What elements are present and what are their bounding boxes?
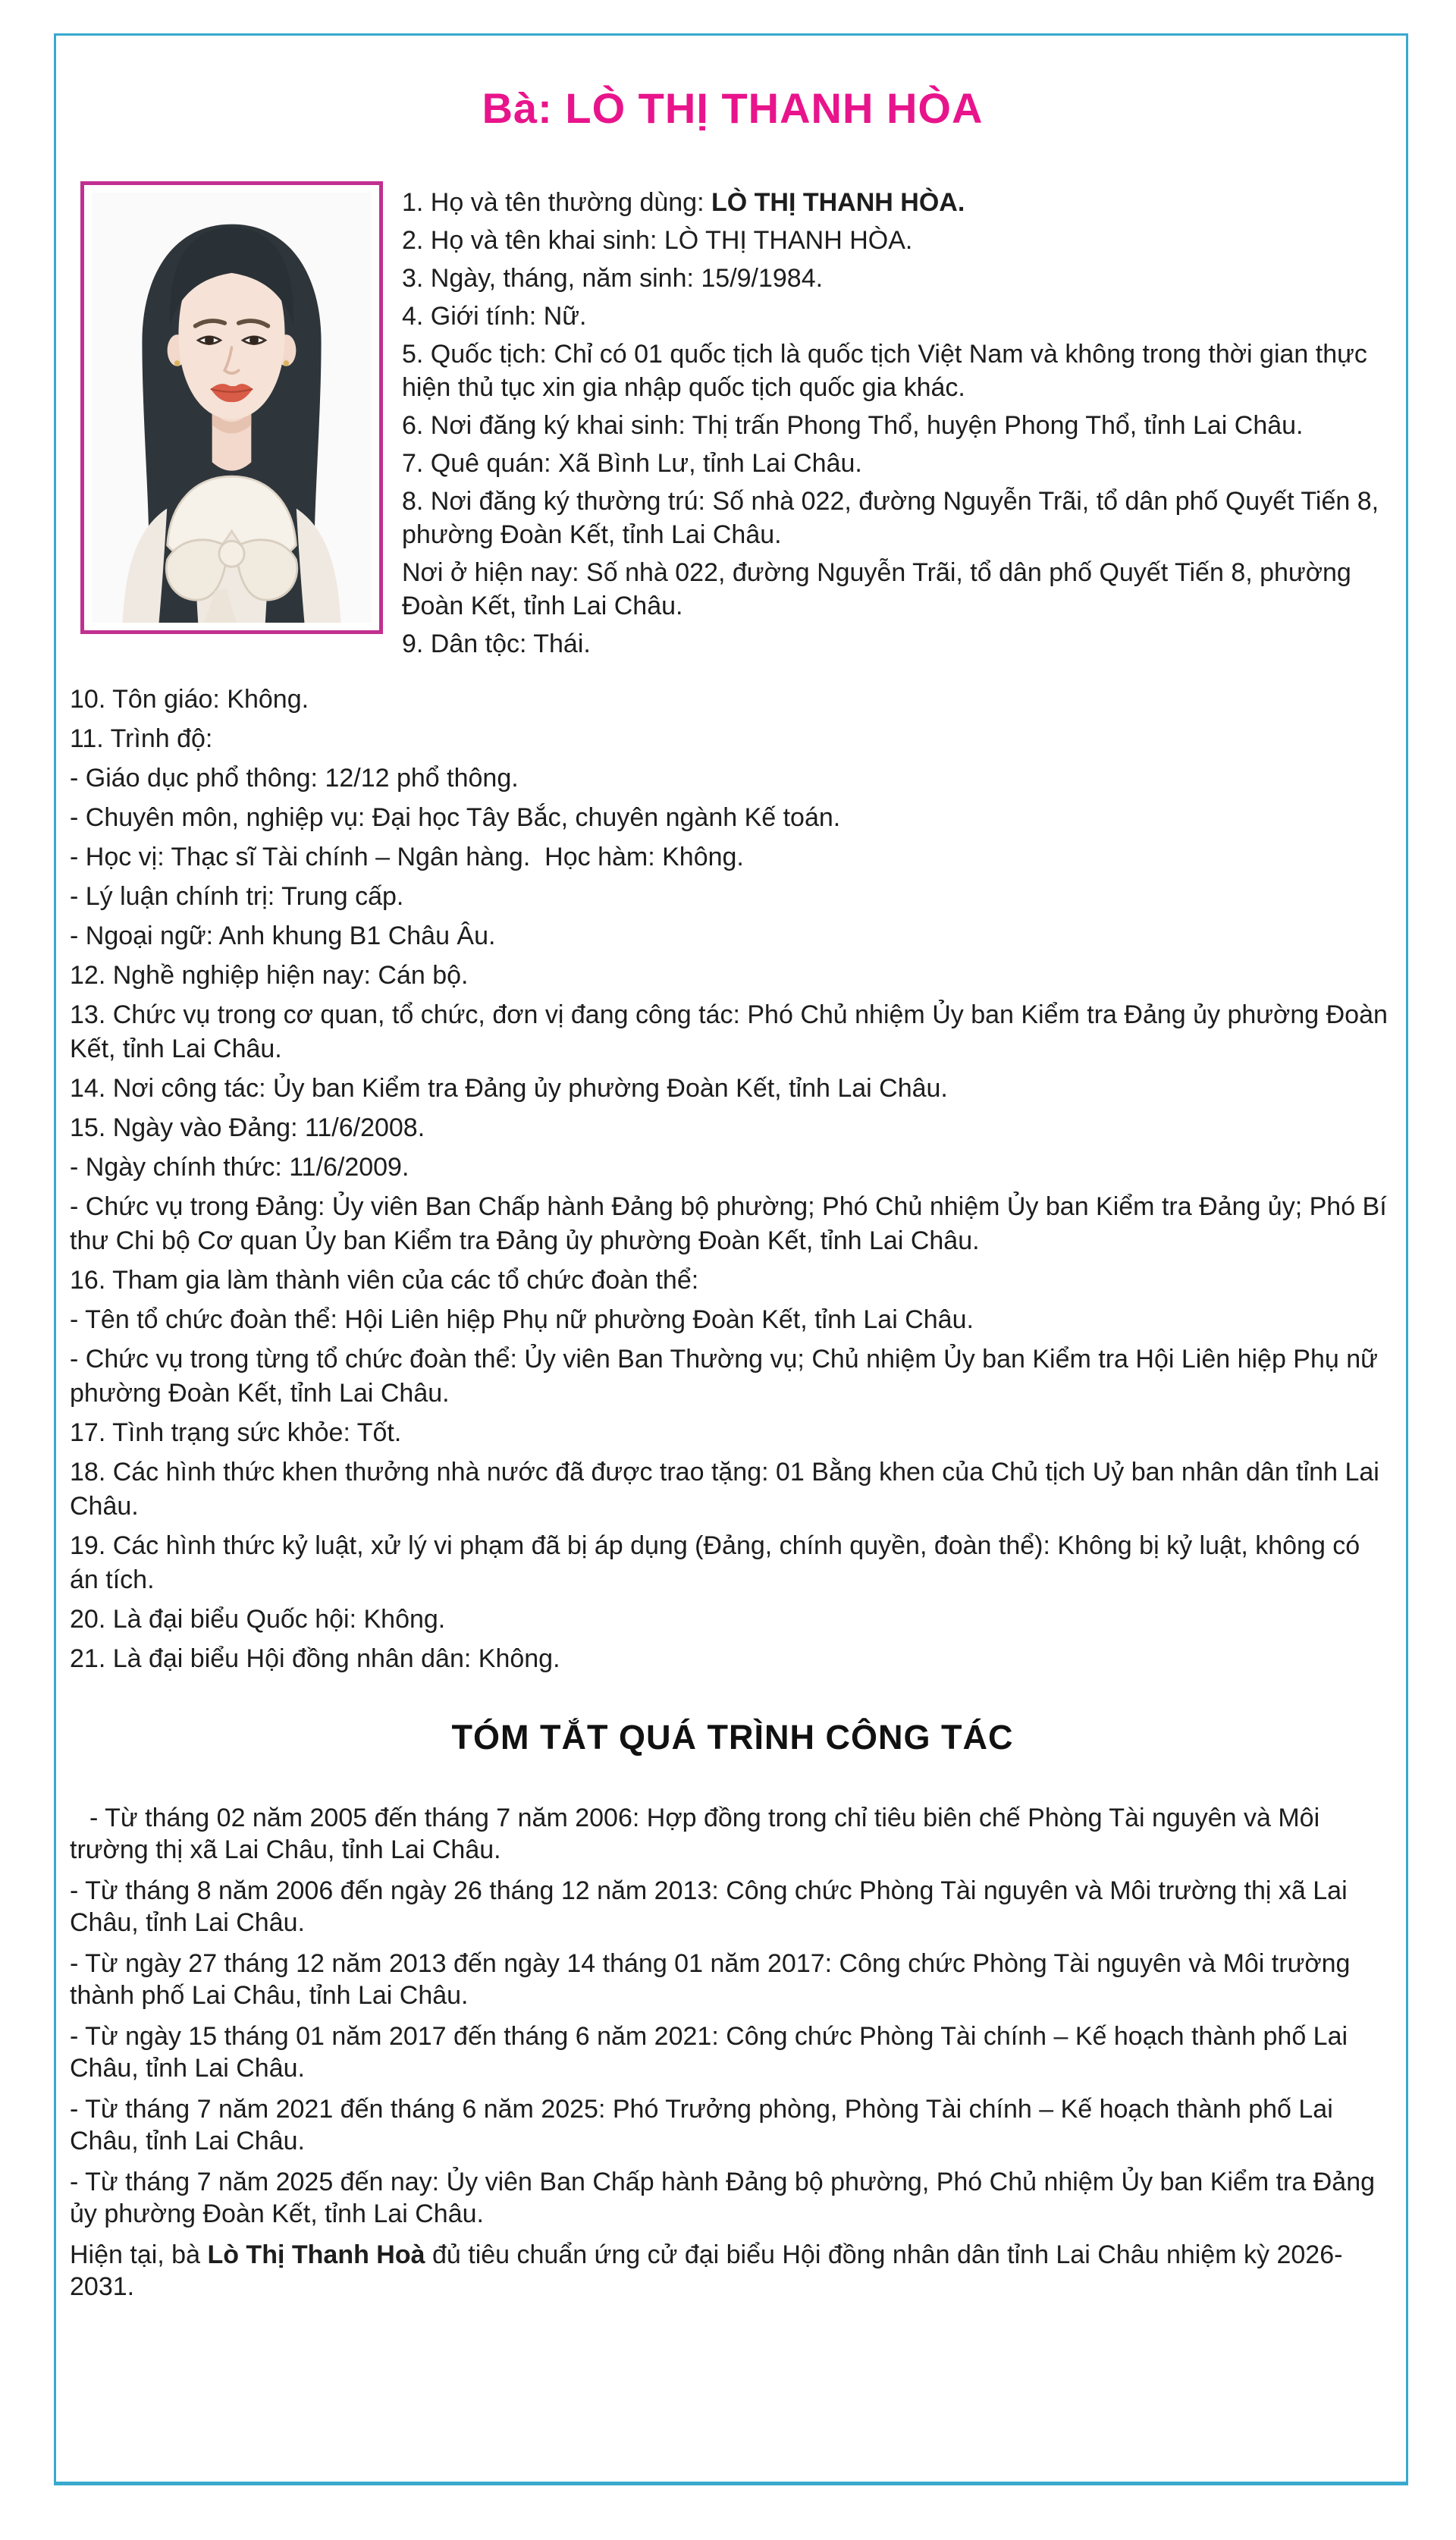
profile-item-1-value: LÒ THỊ THANH HÒA. [711,188,965,218]
profile-item-6: 6. Nơi đăng ký khai sinh: Thị trấn Phong Thổ, huyện Phong Thổ, tỉnh Lai Châu. [402,411,1304,441]
portrait-photo-illustration [92,193,372,623]
profile-item-16: 16. Tham gia làm thành viên của các tổ chức đoàn thể: [70,1266,699,1295]
profile-item-20: 20. Là đại biểu Quốc hội: Không. [70,1605,446,1634]
career-summary-heading: TÓM TẮT QUÁ TRÌNH CÔNG TÁC [451,1718,1014,1757]
closing-candidate-name: Lò Thị Thanh Hoà [207,2240,425,2270]
personal-info-column [402,168,1395,661]
document-frame [54,33,1408,2485]
document-title: Bà: LÒ THỊ THANH HÒA [482,84,984,132]
profile-item-21: 21. Là đại biểu Hội đồng nhân dân: Không. [70,1644,560,1674]
profile-item-12: 12. Nghề nghiệp hiện nay: Cán bộ. [70,961,469,991]
profile-item-18: 18. Các hình thức khen thưởng nhà nước đã được trao tặng: 01 Bằng khen của Chủ tịch Uỷ ban nhân dân tỉnh Lai Châu. [70,1458,1379,1521]
profile-item-10: 10. Tôn giáo: Không. [70,685,309,714]
profile-item-2: 2. Họ và tên khai sinh: LÒ THỊ THANH HÒA. [402,226,913,256]
career-paragraph: - Từ ngày 15 tháng 01 năm 2017 đến tháng 6 năm 2021: Công chức Phòng Tài chính – Kế hoạch thành phố Lai Châu, tỉnh Lai Châu. [70,2022,1348,2083]
portrait-photo [80,181,383,634]
personal-info-full-width [70,683,1395,1676]
profile-item-5: 5. Quốc tịch: Chỉ có 01 quốc tịch là quốc tịch Việt Nam và không trong thời gian thực hiện thủ tục xin gia nhập quốc tịch quốc gia khác. [402,340,1367,403]
profile-item-13: 13. Chức vụ trong cơ quan, tổ chức, đơn vị đang công tác: Phó Chủ nhiệm Ủy ban Kiểm tra Đảng ủy phường Đoàn Kết, tỉnh Lai Châu. [70,1000,1388,1064]
profile-item-profession: - Chuyên môn, nghiệp vụ: Đại học Tây Bắc, chuyên ngành Kế toán. [70,803,841,833]
profile-item-11: 11. Trình độ: [70,724,213,754]
profile-item-15: 15. Ngày vào Đảng: 11/6/2008. [70,1113,425,1143]
profile-item-7: 7. Quê quán: Xã Bình Lư, tỉnh Lai Châu. [402,449,862,479]
profile-item-party-positions: - Chức vụ trong Đảng: Ủy viên Ban Chấp hành Đảng bộ phường; Phó Chủ nhiệm Ủy ban Kiểm tra Đảng ủy; Phó Bí thư Chi bộ Cơ quan Ủy ban Kiểm tra Đảng ủy phường Đoàn Kết, tỉnh Lai Châu. [70,1192,1387,1256]
career-closing-paragraph [70,2239,1395,2303]
career-paragraph: - Từ tháng 8 năm 2006 đến ngày 26 tháng 12 năm 2013: Công chức Phòng Tài nguyên và Môi trường thị xã Lai Châu, tỉnh Lai Châu. [70,1876,1348,1938]
profile-item-union-positions: - Chức vụ trong từng tổ chức đoàn thể: Ủy viên Ban Thường vụ; Chủ nhiệm Ủy ban Kiểm tra Hội Liên hiệp Phụ nữ phường Đoàn Kết, tỉnh Lai Châu. [70,1345,1378,1408]
closing-suffix: đủ tiêu chuẩn ứng cử đại biểu Hội đồng nhân dân tỉnh Lai Châu nhiệm kỳ 2026-2031. [70,2240,1343,2302]
career-paragraph: - Từ tháng 7 năm 2025 đến nay: Ủy viên Ban Chấp hành Đảng bộ phường, Phó Chủ nhiệm Ủy ban Kiểm tra Đảng ủy phường Đoàn Kết, tỉnh Lai Châu. [70,2168,1376,2229]
profile-item-3: 3. Ngày, tháng, năm sinh: 15/9/1984. [402,264,824,294]
profile-item-4: 4. Giới tính: Nữ. [402,302,587,331]
closing-prefix: Hiện tại, bà [70,2240,208,2270]
career-summary-section [70,1802,1395,2303]
profile-item-degree: - Học vị: Thạc sĩ Tài chính – Ngân hàng. Học hàm: Không. [70,843,744,872]
profile-item-1 [402,186,1395,219]
profile-item-14: 14. Nơi công tác: Ủy ban Kiểm tra Đảng ủy phường Đoàn Kết, tỉnh Lai Châu. [70,1074,948,1104]
career-paragraph: - Từ tháng 02 năm 2005 đến tháng 7 năm 2006: Hợp đồng trong chỉ tiêu biên chế Phòng Tài nguyên và Môi trường thị xã Lai Châu, tỉnh Lai Châu. [70,1804,1320,1865]
profile-item-8: 8. Nơi đăng ký thường trú: Số nhà 022, đường Nguyễn Trãi, tổ dân phố Quyết Tiến 8, phường Đoàn Kết, tỉnh Lai Châu. [402,487,1379,550]
profile-item-1-label: 1. Họ và tên thường dùng: [402,188,711,218]
profile-item-union-name: - Tên tổ chức đoàn thể: Hội Liên hiệp Phụ nữ phường Đoàn Kết, tỉnh Lai Châu. [70,1305,974,1335]
profile-item-9: 9. Dân tộc: Thái. [402,630,591,659]
profile-item-17: 17. Tình trạng sức khỏe: Tốt. [70,1418,402,1448]
profile-item-foreign-language: - Ngoại ngữ: Anh khung B1 Châu Âu. [70,921,496,951]
profile-item-political-theory: - Lý luận chính trị: Trung cấp. [70,882,404,912]
profile-item-19: 19. Các hình thức kỷ luật, xử lý vi phạm đã bị áp dụng (Đảng, chính quyền, đoàn thể): Không bị kỷ luật, không có án tích. [70,1531,1360,1595]
career-paragraph: - Từ tháng 7 năm 2021 đến tháng 6 năm 2025: Phó Trưởng phòng, Phòng Tài chính – Kế hoạch thành phố Lai Châu, tỉnh Lai Châu. [70,2095,1333,2156]
profile-item-current-residence: Nơi ở hiện nay: Số nhà 022, đường Nguyễn Trãi, tổ dân phố Quyết Tiến 8, phường Đoàn Kết, tỉnh Lai Châu. [402,558,1351,621]
career-paragraph: - Từ ngày 27 tháng 12 năm 2013 đến ngày 14 tháng 01 năm 2017: Công chức Phòng Tài nguyên và Môi trường thành phố Lai Châu, tỉnh Lai Châu. [70,1949,1351,2011]
profile-item-official-date: - Ngày chính thức: 11/6/2009. [70,1153,410,1182]
intro-section [70,168,1395,664]
profile-item-education: - Giáo dục phổ thông: 12/12 phổ thông. [70,764,519,793]
